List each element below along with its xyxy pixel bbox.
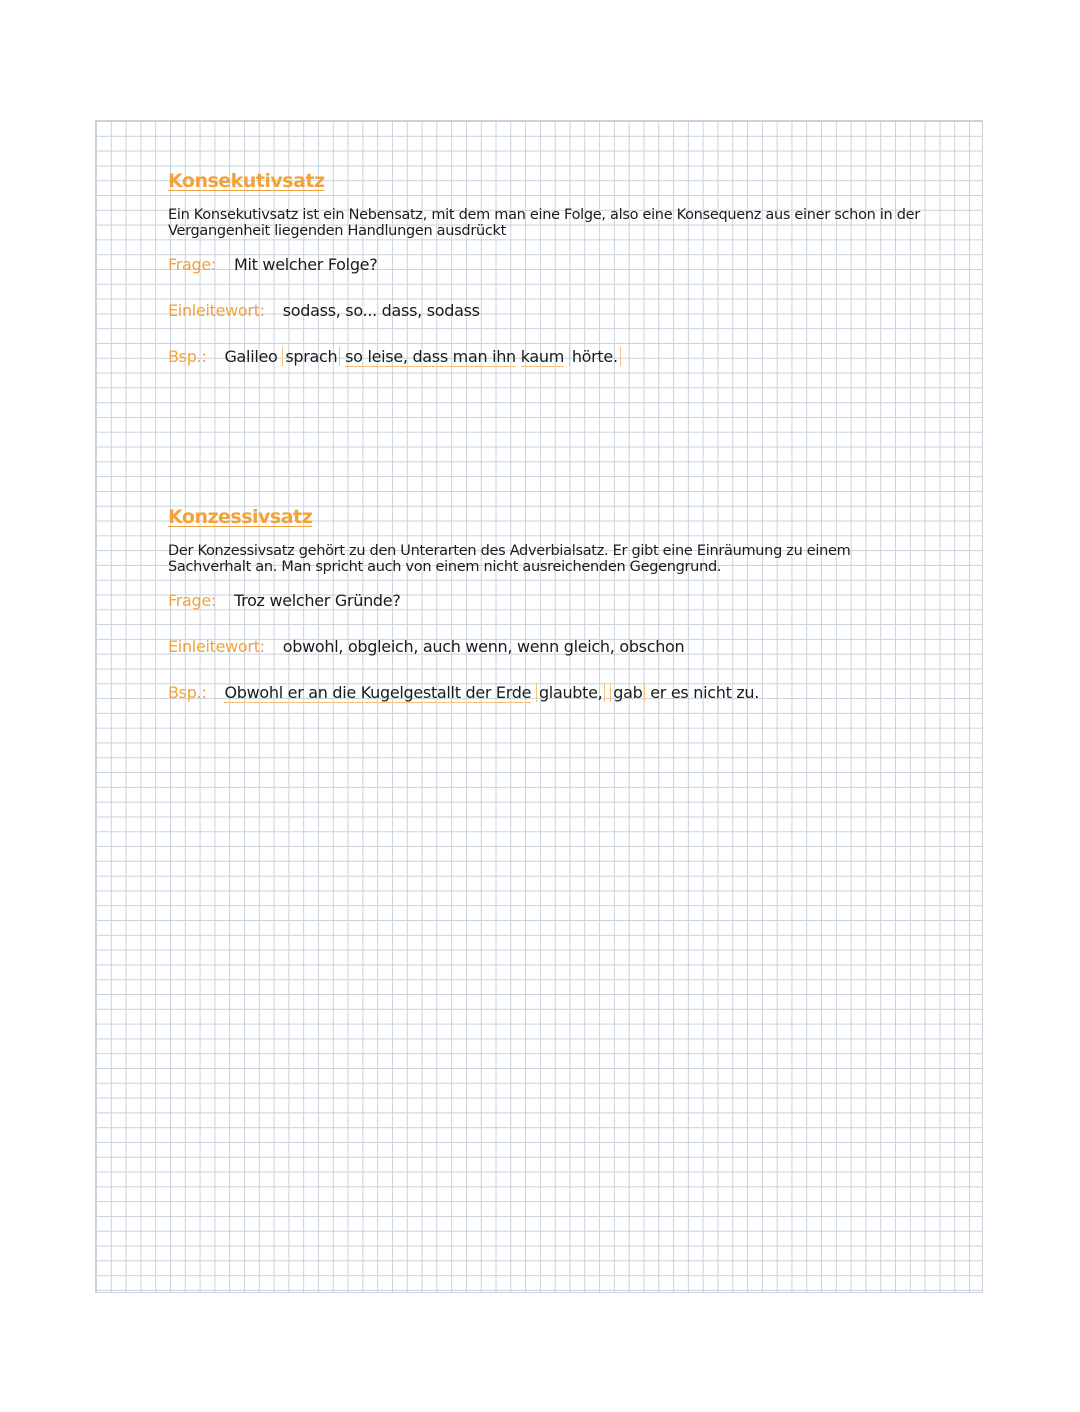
- question-label: Frage:: [168, 255, 217, 274]
- question-label: Frage:: [168, 591, 217, 610]
- intro-words-row: [168, 637, 928, 661]
- section-title: Konsekutivsatz: [168, 170, 325, 192]
- question-row: [168, 591, 928, 615]
- example-sentence: [224, 347, 620, 366]
- grid-paper-sheet: [95, 120, 983, 1293]
- intro-words: obwohl, obgleich, auch wenn, wenn gleich, obschon: [282, 637, 685, 656]
- section-title: Konzessivsatz: [168, 506, 313, 528]
- example-label: Bsp.:: [168, 347, 207, 366]
- example-row: [168, 683, 928, 707]
- intro-words: sodass, so... dass, sodass: [282, 301, 480, 320]
- question-text: Mit welcher Folge?: [234, 255, 378, 274]
- section-definition: Ein Konsekutivsatz ist ein Nebensatz, mit dem man eine Folge, also eine Konsequenz aus einer schon in der Vergangenheit liegenden Handlungen ausdrückt: [168, 207, 920, 239]
- example-highlight-verb: hörte.: [569, 347, 621, 366]
- example-highlight-verb: sprach: [282, 347, 340, 366]
- intro-label: Einleitewort:: [168, 637, 265, 656]
- example-part: so leise, dass man ihn: [345, 347, 516, 366]
- example-highlight-verb: glaubte,: [536, 683, 606, 702]
- section-konzessivsatz: [168, 505, 928, 707]
- intro-label: Einleitewort:: [168, 301, 265, 320]
- question-row: [168, 255, 928, 279]
- example-part: Galileo: [224, 347, 278, 366]
- intro-words-row: [168, 301, 928, 325]
- example-sentence: [224, 683, 759, 702]
- example-label: Bsp.:: [168, 683, 207, 702]
- example-highlight-verb: gab: [610, 683, 645, 702]
- example-part: er es nicht zu.: [650, 683, 760, 702]
- section-konsekutivsatz: [168, 169, 928, 371]
- question-text: Troz welcher Gründe?: [234, 591, 401, 610]
- example-row: [168, 347, 928, 371]
- example-part: kaum: [520, 347, 565, 366]
- section-definition: Der Konzessivsatz gehört zu den Unterarten des Adverbialsatz. Er gibt eine Einräumung zu einem Sachverhalt an. Man spricht auch von einem nicht ausreichenden Gegengrund.: [168, 543, 851, 575]
- example-part: Obwohl er an die Kugelgestallt der Erde: [224, 683, 532, 702]
